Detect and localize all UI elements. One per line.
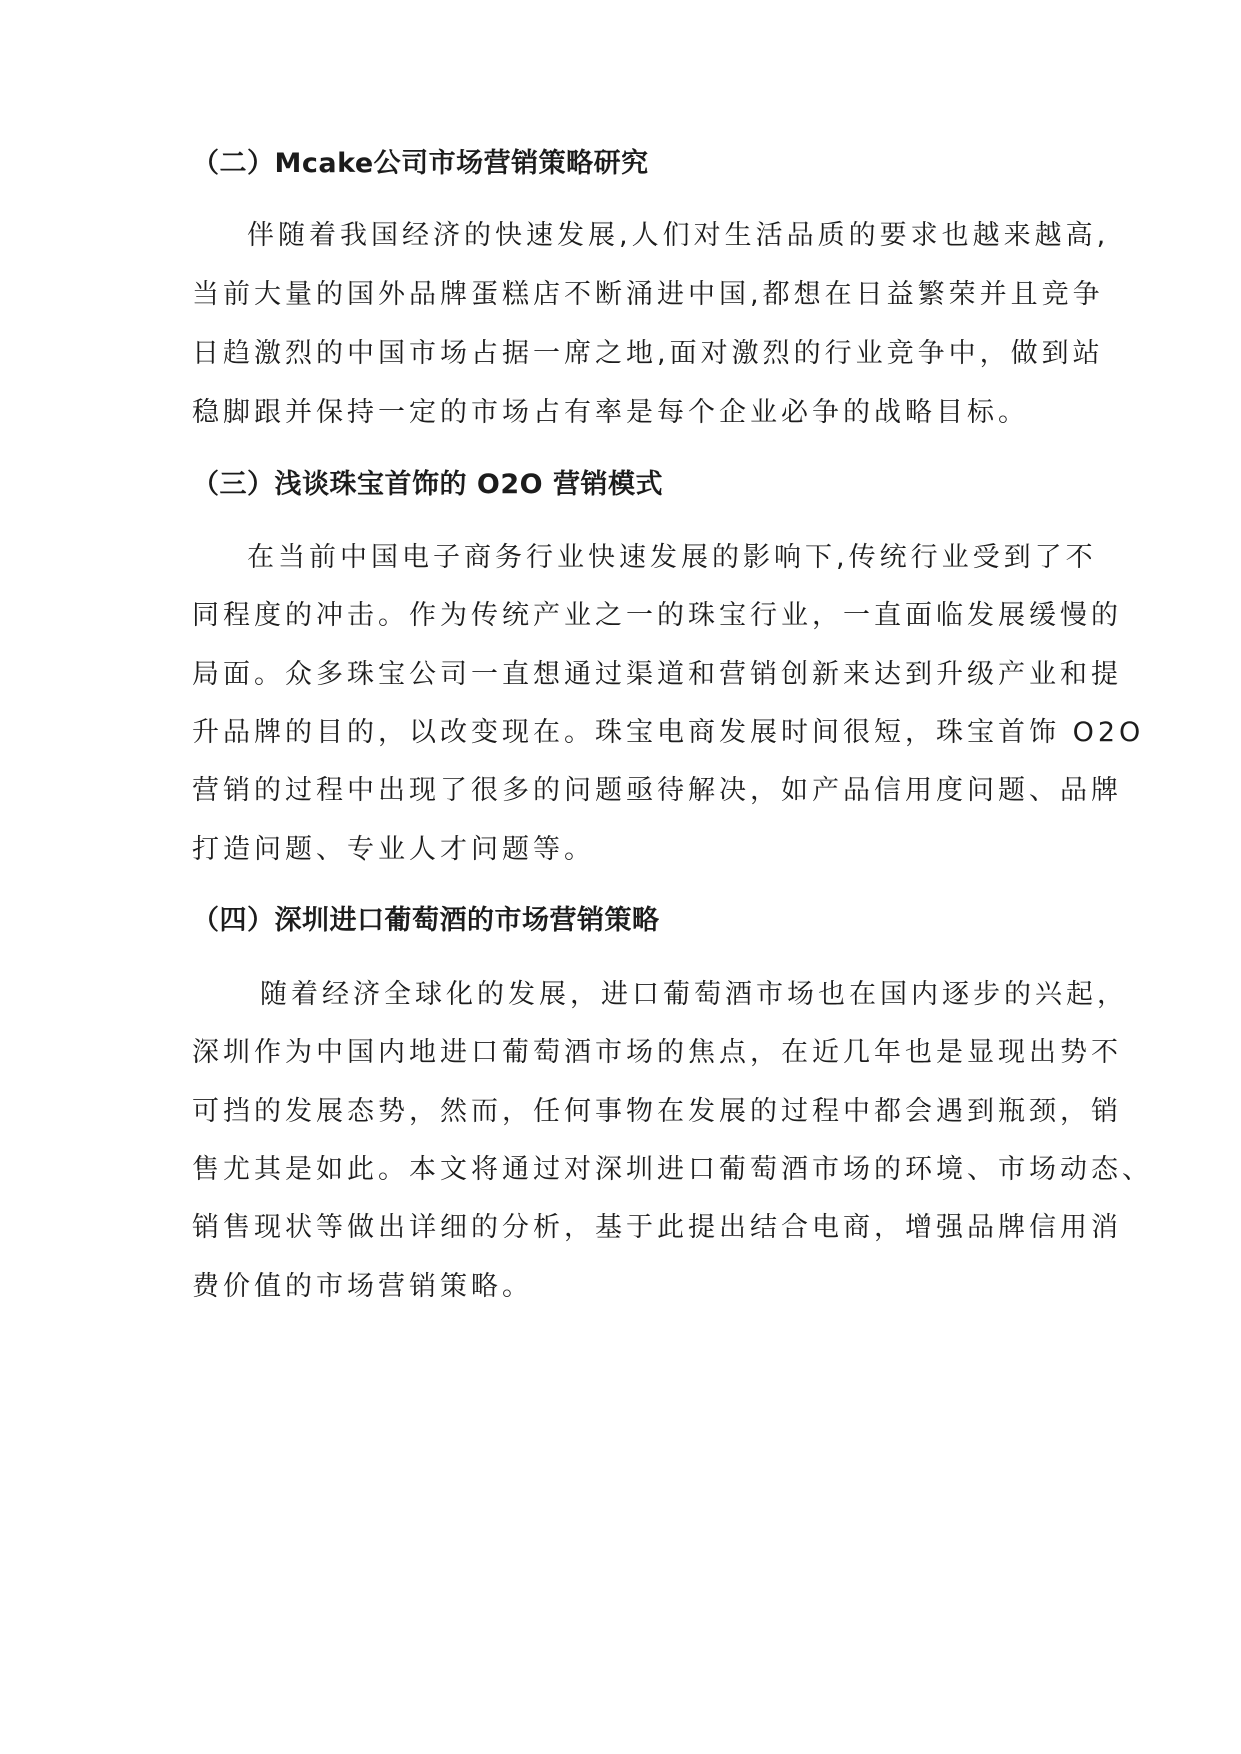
paragraph-line: 深圳作为中国内地进口葡萄酒市场的焦点，在近几年也是显现出势不 xyxy=(192,1037,1122,1068)
section-heading-jewelry-o2o: （三）浅谈珠宝首饰的 O2O 营销模式 xyxy=(192,469,663,500)
paragraph-line: 伴随着我国经济的快速发展,人们对生活品质的要求也越来越高, xyxy=(247,220,1110,251)
paragraph-line: 销售现状等做出详细的分析，基于此提出结合电商，增强品牌信用消 xyxy=(192,1212,1122,1243)
paragraph-line: 升品牌的目的，以改变现在。珠宝电商发展时间很短，珠宝首饰 O2O xyxy=(192,717,1145,748)
paragraph-line: 营销的过程中出现了很多的问题亟待解决，如产品信用度问题、品牌 xyxy=(192,775,1122,806)
paragraph-line: 可挡的发展态势，然而，任何事物在发展的过程中都会遇到瓶颈，销 xyxy=(192,1096,1122,1127)
paragraph-line: 稳脚跟并保持一定的市场占有率是每个企业必争的战略目标。 xyxy=(192,397,1029,428)
paragraph-line: 同程度的冲击。作为传统产业之一的珠宝行业，一直面临发展缓慢的 xyxy=(192,600,1122,631)
section-heading-shenzhen-wine: （四）深圳进口葡萄酒的市场营销策略 xyxy=(192,905,660,936)
paragraph-line: 局面。众多珠宝公司一直想通过渠道和营销创新来达到升级产业和提 xyxy=(192,659,1122,690)
section-heading-mcake: （二）Mcake公司市场营销策略研究 xyxy=(192,148,649,179)
paragraph-line: 打造问题、专业人才问题等。 xyxy=(192,834,595,865)
paragraph-line: 在当前中国电子商务行业快速发展的影响下,传统行业受到了不 xyxy=(247,542,1097,573)
paragraph-line: 日趋激烈的中国市场占据一席之地,面对激烈的行业竞争中，做到站 xyxy=(192,338,1104,369)
paragraph-line: 当前大量的国外品牌蛋糕店不断涌进中国,都想在日益繁荣并且竞争 xyxy=(192,279,1104,310)
paragraph-line: 售尤其是如此。本文将通过对深圳进口葡萄酒市场的环境、市场动态、 xyxy=(192,1154,1153,1185)
paragraph-line: 随着经济全球化的发展，进口葡萄酒市场也在国内逐步的兴起， xyxy=(260,979,1128,1010)
paragraph-line: 费价值的市场营销策略。 xyxy=(192,1271,533,1302)
